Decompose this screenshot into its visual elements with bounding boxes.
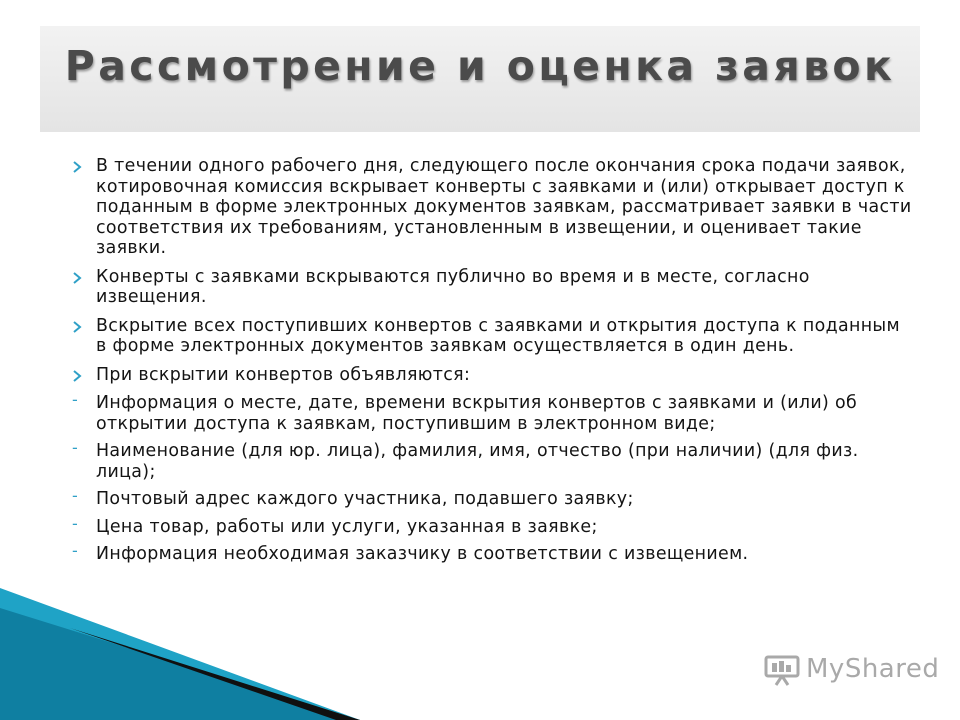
bullet-item	[72, 316, 912, 357]
dash-bullet-icon: -	[72, 438, 78, 457]
dash-text: Почтовый адрес каждого участника, подавшего заявку;	[96, 489, 634, 509]
arrow-bullet-icon	[72, 320, 86, 334]
bullet-text: Конверты с заявками вскрываются публично во время и в месте, согласно извещения.	[96, 266, 810, 307]
slide-content	[72, 156, 912, 572]
dash-item	[72, 486, 912, 510]
dash-bullet-icon: -	[72, 513, 78, 533]
bullet-text: В течении одного рабочего дня, следующего после окончания срока подачи заявок, котировочная комиссия вскрывает конверты с заявками и (или) открывает доступ к поданным в форме электронных документов заявкам, рассматривает заявки в части соответствия их требованиям, установленным в извещении, и оценивает такие заявки.	[96, 156, 912, 258]
dash-bullet-icon: -	[72, 486, 78, 505]
dash-text: Цена товар, работы или услуги, указанная в заявке;	[96, 516, 598, 537]
dash-text: Наименование (для юр. лица), фамилия, имя, отчество (при наличии) (для физ. лица);	[96, 441, 859, 482]
bullet-text: При вскрытии конвертов объявляются:	[96, 364, 471, 385]
arrow-bullet-icon	[72, 369, 86, 383]
dash-bullet-icon: -	[72, 541, 78, 560]
arrow-bullet-icon	[72, 160, 86, 174]
decorative-swoosh	[0, 560, 960, 720]
bullet-text: Вскрытие всех поступивших конвертов с заявками и открытия доступа к поданным в форме электронных документов заявкам осуществляется в один день.	[96, 315, 900, 356]
dash-text: Информация о месте, дате, времени вскрытия конвертов с заявками и (или) об открытии доступа к заявкам, поступившим в электронном виде;	[96, 393, 858, 434]
dash-text: Информация необходимая заказчику в соответствии с извещением.	[96, 544, 749, 564]
watermark-logo	[764, 652, 944, 692]
bullet-item	[72, 365, 912, 386]
dash-item	[72, 438, 912, 482]
dash-bullet-icon: -	[72, 390, 78, 409]
presentation-board-icon	[764, 654, 800, 686]
watermark-text: MyShared	[806, 654, 940, 684]
dash-item	[72, 513, 912, 538]
bullet-item	[72, 267, 912, 308]
bullet-item	[72, 156, 912, 259]
slide-title: Рассмотрение и оценка заявок	[64, 42, 896, 90]
dash-item	[72, 390, 912, 434]
arrow-bullet-icon	[72, 271, 86, 285]
